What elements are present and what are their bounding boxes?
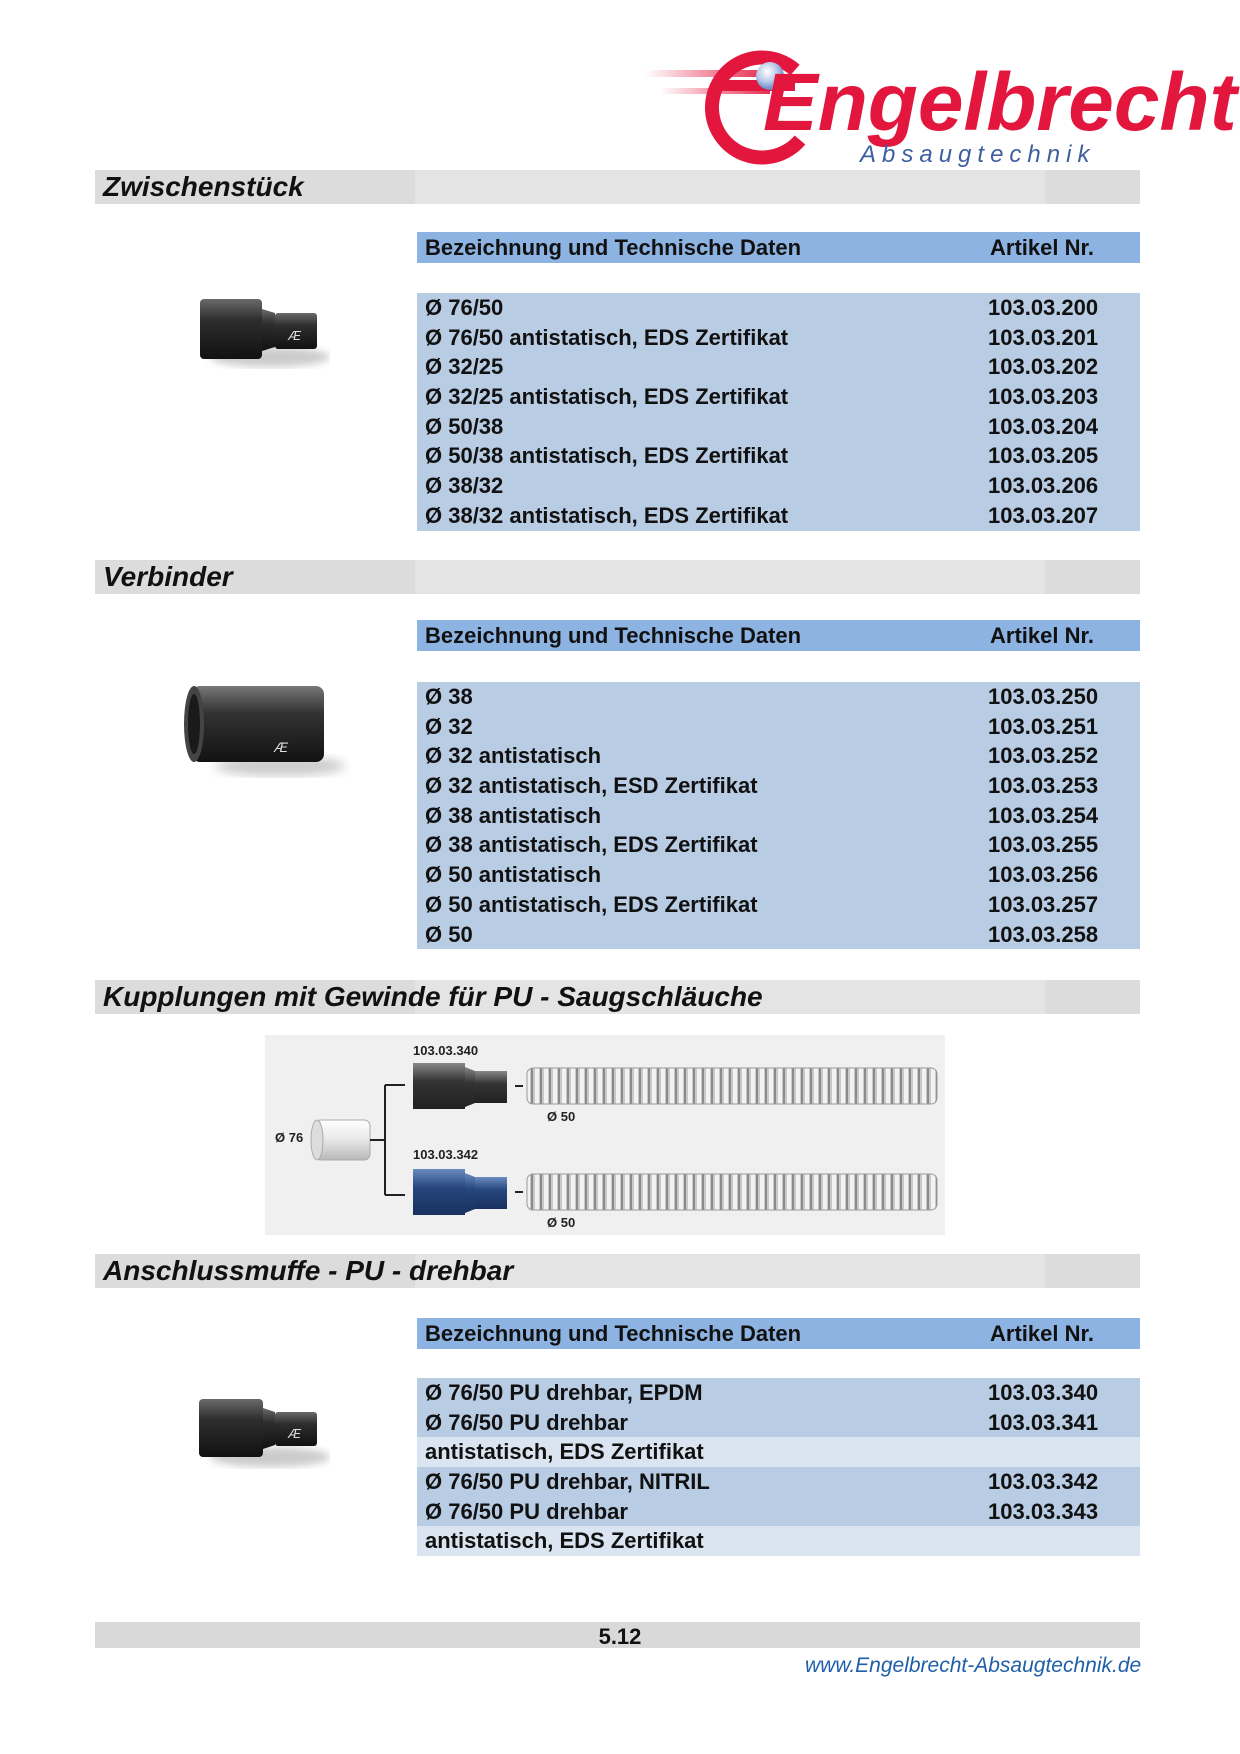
logo-tagline: Absaugtechnik xyxy=(860,141,1096,168)
table-row xyxy=(417,1467,1140,1497)
cell-description: Ø 50 antistatisch xyxy=(425,862,602,888)
cell-description: Ø 38 antistatisch, EDS Zertifikat xyxy=(425,832,758,858)
cell-description: Ø 50/38 antistatisch, EDS Zertifikat xyxy=(425,443,789,469)
table-row xyxy=(417,830,1140,860)
diagram-label-top-article: 103.03.340 xyxy=(413,1043,479,1058)
column-header-description: Bezeichnung und Technische Daten xyxy=(425,623,802,648)
cell-description: Ø 50 xyxy=(425,921,473,947)
cell-description: Ø 38 antistatisch xyxy=(425,802,602,828)
table-row xyxy=(417,293,1140,323)
table-header xyxy=(417,232,1140,263)
table-row xyxy=(417,1408,1140,1438)
table-row xyxy=(417,441,1140,471)
cell-description: antistatisch, EDS Zertifikat xyxy=(425,1528,704,1554)
cell-article-number: 103.03.254 xyxy=(988,802,1099,828)
cell-article-number: 103.03.251 xyxy=(988,713,1099,739)
section-header-verbinder xyxy=(95,560,1140,594)
cell-article-number: 103.03.253 xyxy=(988,773,1099,799)
cell-description: Ø 32/25 xyxy=(425,354,504,380)
table-row xyxy=(417,412,1140,442)
column-header-article: Artikel Nr. xyxy=(990,235,1094,260)
svg-text:Æ: Æ xyxy=(288,328,301,343)
table-row xyxy=(417,501,1140,531)
table-row xyxy=(417,1526,1140,1556)
cell-article-number: 103.03.252 xyxy=(988,743,1099,769)
table-row xyxy=(417,741,1140,771)
section-title: Verbinder xyxy=(103,561,233,592)
product-image-verbinder xyxy=(180,680,350,780)
table-row xyxy=(417,712,1140,742)
column-header-article: Artikel Nr. xyxy=(990,1321,1094,1346)
svg-text:Æ: Æ xyxy=(274,739,288,755)
logo-wordmark: Engelbrecht xyxy=(763,57,1237,148)
cell-article-number: 103.03.343 xyxy=(988,1498,1099,1524)
cell-description: antistatisch, EDS Zertifikat xyxy=(425,1439,704,1465)
section-title: Anschlussmuffe - PU - drehbar xyxy=(103,1255,514,1286)
cell-description: Ø 50 antistatisch, EDS Zertifikat xyxy=(425,891,758,917)
cell-description: Ø 50/38 xyxy=(425,413,504,439)
table-row xyxy=(417,1378,1140,1408)
logo-graphic xyxy=(645,30,1237,170)
section-header-anschlussmuffe xyxy=(95,1254,1140,1288)
table-row xyxy=(417,801,1140,831)
column-header-description: Bezeichnung und Technische Daten xyxy=(425,1321,802,1346)
table-row xyxy=(417,382,1140,412)
diagram-label-left-diameter: Ø 76 xyxy=(275,1130,304,1145)
table-row xyxy=(417,471,1140,501)
cell-article-number: 103.03.340 xyxy=(988,1380,1099,1405)
diagram-label-hose-top: Ø 50 xyxy=(547,1109,576,1124)
coupling-diagram xyxy=(265,1035,945,1235)
cell-article-number: 103.03.258 xyxy=(988,921,1099,947)
cell-article-number: 103.03.342 xyxy=(988,1469,1099,1495)
engelbrecht-logo xyxy=(645,30,1237,170)
cell-article-number: 103.03.341 xyxy=(988,1409,1099,1435)
section-title: Kupplungen mit Gewinde für PU - Saugschläuche xyxy=(103,981,763,1012)
cell-article-number: 103.03.257 xyxy=(988,891,1099,917)
table-row xyxy=(417,890,1140,920)
cell-description: Ø 32/25 antistatisch, EDS Zertifikat xyxy=(425,384,789,410)
cell-article-number: 103.03.204 xyxy=(988,413,1099,439)
table-row xyxy=(417,1437,1140,1467)
cell-article-number: 103.03.256 xyxy=(988,862,1099,888)
table-row xyxy=(417,920,1140,950)
cell-description: Ø 38 xyxy=(425,684,473,709)
cell-article-number: 103.03.255 xyxy=(988,832,1099,858)
article-table-zwischenstueck xyxy=(417,293,1140,531)
cell-description: Ø 32 antistatisch xyxy=(425,743,602,769)
diagram-label-hose-bottom: Ø 50 xyxy=(547,1215,576,1230)
product-image-anschlussmuffe xyxy=(195,1395,330,1475)
table-row xyxy=(417,682,1140,712)
column-header-description: Bezeichnung und Technische Daten xyxy=(425,235,802,260)
article-table-verbinder xyxy=(417,682,1140,949)
cell-description: Ø 76/50 antistatisch, EDS Zertifikat xyxy=(425,324,789,350)
table-row xyxy=(417,323,1140,353)
cell-description: Ø 38/32 xyxy=(425,473,504,499)
cell-description: Ø 76/50 PU drehbar xyxy=(425,1498,628,1524)
page-number: 5.12 xyxy=(598,1624,642,1649)
cell-description: Ø 76/50 PU drehbar, EPDM xyxy=(425,1380,703,1405)
cell-article-number: 103.03.202 xyxy=(988,354,1099,380)
article-table-anschlussmuffe xyxy=(417,1378,1140,1556)
cell-article-number: 103.03.201 xyxy=(988,324,1099,350)
table-row xyxy=(417,860,1140,890)
svg-text:Æ: Æ xyxy=(288,1426,301,1441)
cell-description: Ø 76/50 PU drehbar, NITRIL xyxy=(425,1469,710,1495)
cell-description: Ø 32 xyxy=(425,713,473,739)
cell-description: Ø 76/50 xyxy=(425,295,504,320)
table-row xyxy=(417,771,1140,801)
cell-article-number: 103.03.205 xyxy=(988,443,1099,469)
section-header-kupplungen xyxy=(95,980,1140,1014)
table-row xyxy=(417,352,1140,382)
table-row xyxy=(417,1497,1140,1527)
product-image-zwischenstueck xyxy=(195,295,330,375)
section-header-zwischenstueck xyxy=(95,170,1140,204)
section-title: Zwischenstück xyxy=(103,171,304,202)
table-header xyxy=(417,1318,1140,1349)
website-link[interactable]: www.Engelbrecht-Absaugtechnik.de xyxy=(805,1654,1142,1677)
cell-article-number: 103.03.200 xyxy=(988,295,1099,320)
cell-description: Ø 38/32 antistatisch, EDS Zertifikat xyxy=(425,502,789,528)
diagram-label-bottom-article: 103.03.342 xyxy=(413,1147,479,1162)
cell-article-number: 103.03.207 xyxy=(988,502,1099,528)
cell-description: Ø 76/50 PU drehbar xyxy=(425,1409,628,1435)
column-header-article: Artikel Nr. xyxy=(990,623,1094,648)
cell-article-number: 103.03.206 xyxy=(988,473,1099,499)
cell-description: Ø 32 antistatisch, ESD Zertifikat xyxy=(425,773,758,799)
cell-article-number: 103.03.250 xyxy=(988,684,1099,709)
cell-article-number: 103.03.203 xyxy=(988,384,1099,410)
table-header xyxy=(417,620,1140,651)
